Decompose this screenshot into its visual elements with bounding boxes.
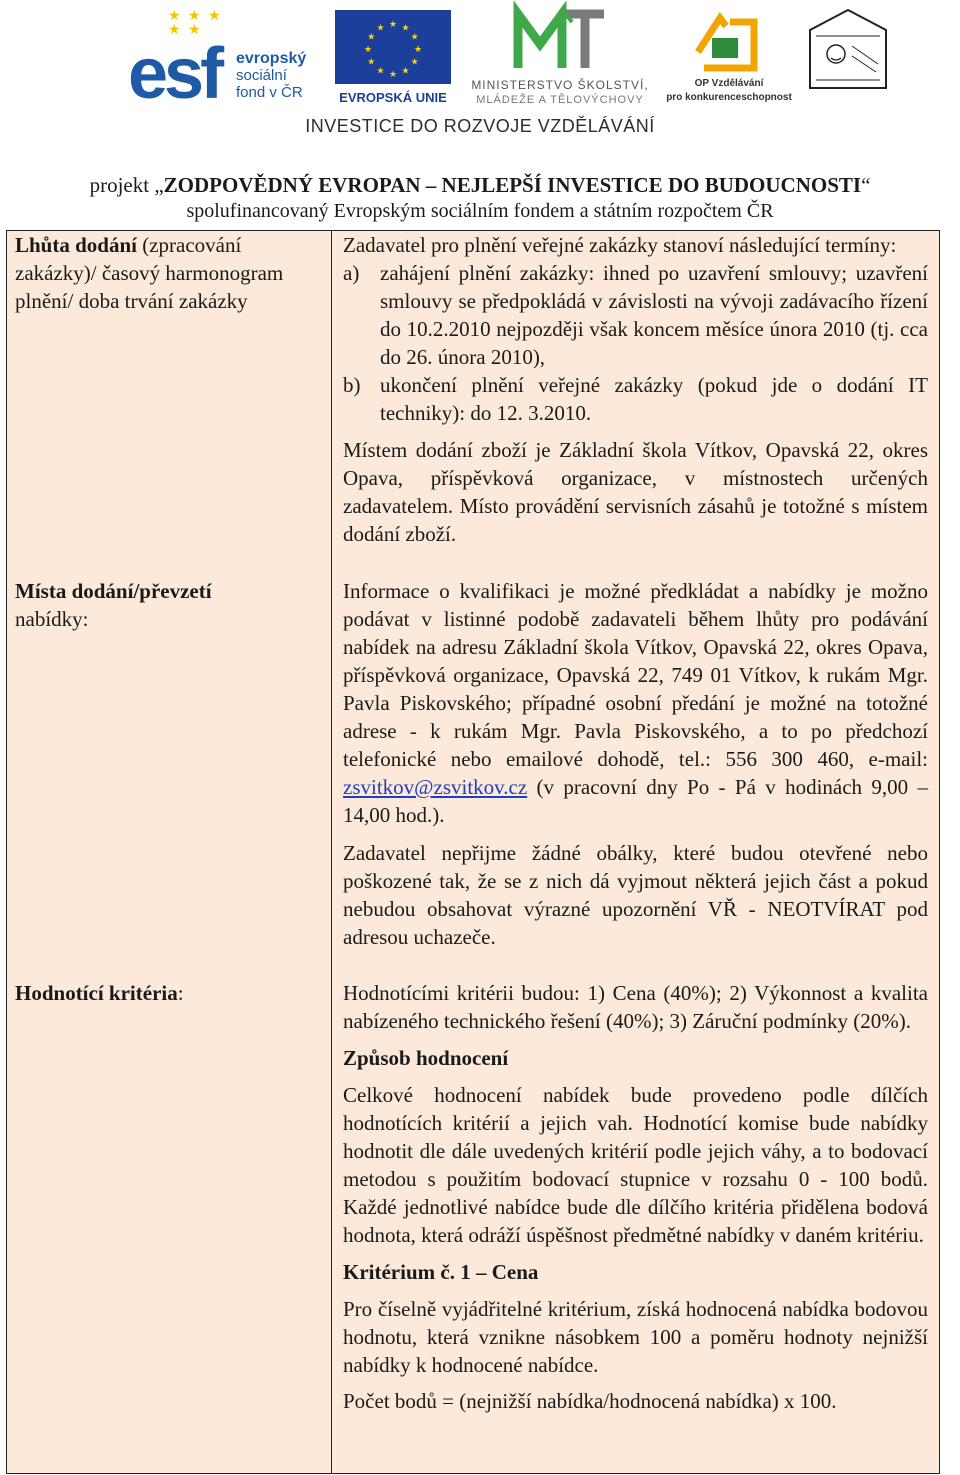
project-heading [0, 172, 960, 224]
delivery-text-main: Informace o kvalifikaci je možné předkládat a nabídky je možno podávat v listinné podobě zadavateli během lhůty pro podávání nabídek na adresu Základní škola Vítkov, Opavská 22, okres Opava, příspěvková organizace, Opavská 22, 749 01 Vítkov, k rukám Mgr. Pavla Piskovského; případné osobní předání je možné na totožné adrese - k rukám Mgr. Pavla Piskovského, a to po předchozí telefonické nebo emailové dohodě, tel.: 556 300 460, e-mail: [343, 579, 928, 771]
svg-text:★: ★ [376, 66, 385, 77]
criteria-label [15, 979, 315, 1007]
invest-tagline: INVESTICE DO ROZVOJE VZDĚLÁVÁNÍ [305, 116, 655, 136]
criteria-content [343, 979, 928, 1415]
svg-text:★: ★ [388, 20, 398, 30]
method-text: Celkové hodnocení nabídek bude provedeno podle dílčích hodnotících kritérií a jejich vah. Hodnotící komise bude nabídky hodnotit dle dále uvedených kritérií podle jejich váhy, a to bodovací metodou s použitím bodovací stupnice v rozsahu 0 - 100 bodů. Každé jednotlivé nabídce bude dle dílčího kritéria přidělena bodová hodnota, která odráží úspěšnost předmětné nabídky v daném kritériu. [343, 1083, 928, 1247]
svg-text:★: ★ [376, 23, 385, 34]
esf-stars-icon: ★ ★ ★ ★ ★ [168, 9, 223, 38]
msmt-mark-icon [510, 8, 610, 74]
esf-text [236, 50, 306, 101]
method-heading: Způsob hodnocení [343, 1046, 509, 1070]
column-divider [331, 231, 332, 1473]
delivery-content [343, 577, 928, 951]
project-suffix: “ [861, 173, 871, 197]
esf-logo [128, 9, 328, 114]
envelopes-text: Zadavatel nepřijme žádné obálky, které budou otevřené nebo poškozené tak, že se z nich dá vyjmout některá jejich část a pokud nebudou obsahovat výrazné upozornění VŘ - NEOTVÍRAT pod adresou uchazeče. [343, 841, 928, 949]
tender-table [6, 230, 940, 1474]
logo-banner [0, 0, 960, 150]
project-prefix: projekt „ [89, 173, 164, 197]
delivery-label [15, 577, 315, 633]
delivery-text [343, 577, 928, 829]
criteria-text: Hodnotícími kritérii budou: 1) Cena (40%); 2) Výkonnost a kvalita nabízeného technického řešení (40%); 3) Záruční podmínky (20%). [343, 981, 928, 1033]
deadline-content [343, 231, 928, 548]
svg-text:★: ★ [401, 66, 410, 77]
op-vk-mark-icon [690, 12, 762, 74]
svg-text:★: ★ [367, 57, 376, 68]
esf-line3: fond v ČR [236, 84, 303, 101]
eu-label: EVROPSKÁ UNIE [339, 90, 447, 105]
item-a-text: zahájení plnění zakázky: ihned po uzavření smlouvy; uzavření smlouvy se předpokládá v závislosti na vývoji zadávacího řízení do 10.2.2010 nejpozději však koncem měsíce února 2010 (tj. cca do 26. února 2010), [380, 261, 928, 369]
criteria-label-bold: Hodnotící kritéria [15, 981, 178, 1005]
svg-text:★: ★ [410, 57, 419, 68]
esf-letters: esf [128, 34, 221, 114]
delivery-label-rest: nabídky: [15, 607, 89, 631]
item-b-text: ukončení plnění veřejné zakázky (pokud jde o dodání IT techniky): do 12. 3.2010. [380, 373, 928, 425]
item-a-marker: a) [343, 261, 360, 285]
eu-flag-icon [335, 10, 451, 84]
deadline-label [15, 231, 315, 315]
criterion1-heading: Kritérium č. 1 – Cena [343, 1260, 539, 1284]
project-subtitle: spolufinancovaný Evropským sociálním fondem a státním rozpočtem ČR [186, 200, 774, 222]
msmt-label-line1: MINISTERSTVO ŠKOLSTVÍ, [471, 78, 649, 92]
op-label-line2: pro konkurenceschopnost [666, 92, 792, 103]
eu-logo [335, 10, 451, 110]
deadline-item-b [343, 371, 928, 427]
item-b-marker: b) [343, 373, 361, 397]
eu-stars-ring-icon [363, 20, 423, 80]
delivery-label-bold: Místa dodání/převzetí [15, 579, 212, 603]
svg-text:★: ★ [367, 32, 376, 43]
school-house-icon [806, 6, 890, 92]
project-title: ZODPOVĚDNÝ EVROPAN – NEJLEPŠÍ INVESTICE DO BUDOUCNOSTI [163, 173, 862, 197]
criterion1-text: Pro číselně vyjádřitelné kritérium, získá hodnocená nabídka bodovou hodnotu, která vznikne násobkem 100 a poměru hodnoty nejnižší nabídky k hodnocené nabídce. [343, 1297, 928, 1377]
op-vk-logo [664, 10, 794, 105]
deadline-label-rest: (zpracování zakázky)/ časový harmonogram plnění/ doba trvání zakázky [15, 233, 284, 313]
delivery-text-hours: (v pracovní dny Po - Pá v hodinách 9,00 – 14,00 hod.). [343, 775, 928, 827]
esf-line1: evropský [236, 50, 307, 67]
svg-text:★: ★ [410, 32, 419, 43]
email-link[interactable]: zsvitkov@zsvitkov.cz [343, 775, 528, 799]
deadline-label-bold: Lhůta dodání [15, 233, 137, 257]
deadline-intro: Zadavatel pro plnění veřejné zakázky stanoví následující termíny: [343, 233, 897, 257]
school-logo [800, 0, 896, 100]
msmt-logo [460, 8, 660, 108]
delivery-place-text: Místem dodání zboží je Základní škola Vítkov, Opavská 22, okres Opava, příspěvková organizace, v místnostech určených zadavatelem. Místo provádění servisních zásahů je totožné s místem dodání zboží. [343, 438, 928, 546]
svg-text:★: ★ [413, 45, 423, 55]
op-label-line1: OP Vzdělávání [694, 78, 764, 89]
esf-line2: sociální [236, 67, 287, 84]
svg-text:★: ★ [363, 45, 373, 55]
criteria-label-rest: : [177, 981, 184, 1005]
msmt-label-line2: MLÁDEŽE A TĚLOVÝCHOVY [476, 94, 644, 106]
svg-text:★: ★ [401, 23, 410, 34]
deadline-item-a [343, 259, 928, 371]
formula-text: Počet bodů = (nejnižší nabídka/hodnocená nabídka) x 100. [343, 1389, 837, 1413]
project-title-line [0, 172, 960, 198]
svg-text:★: ★ [388, 70, 398, 80]
